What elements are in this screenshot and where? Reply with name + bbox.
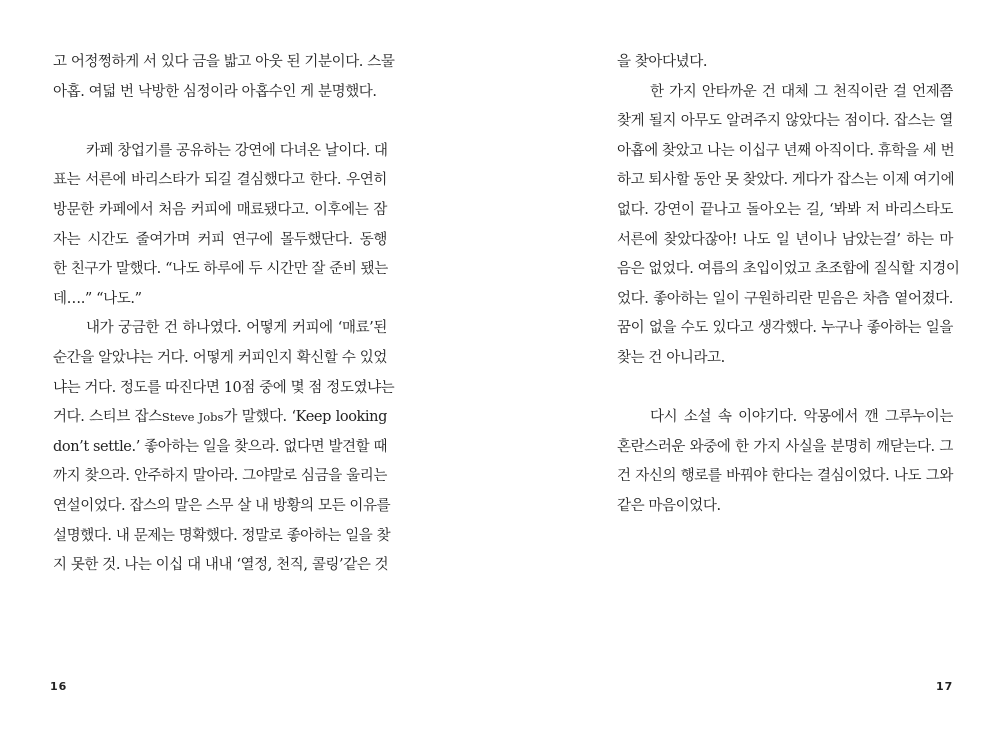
paragraph-gap (617, 374, 953, 404)
body-line: 한 친구가 말했다. “나도 하루에 두 시간만 잘 준비 됐는 (53, 261, 388, 278)
body-line: 냐는 거다. 정도를 따진다면 10점 중에 몇 점 정도였냐는 (53, 379, 395, 396)
body-line: 찾는 건 아니라고. (617, 349, 725, 366)
body-line: don’t settle.’ 좋아하는 일을 찾으라. 없다면 발견할 때 (53, 438, 388, 455)
right-page-body (617, 48, 960, 522)
body-line: 하고 퇴사할 동안 못 찾았다. 게다가 잡스는 이제 여기에 (617, 172, 955, 189)
body-line: 고 어정쩡하게 서 있다 금을 밟고 아웃 된 기분이다. 스물 (53, 54, 395, 70)
left-page-body (53, 48, 395, 581)
right-page (500, 0, 1000, 750)
name-annotation: Steve Jobs (161, 410, 224, 425)
body-line: 없다. 강연이 끝나고 돌아오는 길, ‘봐봐 저 바리스타도 (617, 201, 953, 218)
body-line: 서른에 찾았다잖아! 나도 일 년이나 남았는걸’ 하는 마 (617, 231, 953, 248)
body-text: 가 말했다. ‘Keep looking (223, 409, 387, 426)
body-line: 꿈이 없을 수도 있다고 생각했다. 누구나 좋아하는 일을 (617, 320, 953, 337)
body-line: 카페 창업기를 공유하는 강연에 다녀온 날이다. 대 (86, 142, 388, 159)
body-line: 혼란스러운 와중에 한 가지 사실을 분명히 깨닫는다. 그 (617, 438, 953, 455)
body-line: 같은 마음이었다. (617, 497, 721, 514)
body-line: 지 못한 것. 나는 이십 대 내내 ‘열정, 천직, 콜링’같은 것 (53, 557, 389, 574)
body-line: 음은 없었다. 여름의 초입이었고 초조함에 질식할 지경이 (617, 261, 960, 278)
body-line: 연설이었다. 잡스의 말은 스무 살 내 방황의 모든 이유를 (53, 497, 391, 514)
body-line: 었다. 좋아하는 일이 구원하리란 믿음은 차츰 옅어졌다. (617, 290, 953, 307)
body-line: 설명했다. 내 문제는 명확했다. 정말로 좋아하는 일을 찾 (53, 527, 391, 544)
body-line: 을 찾아다녔다. (617, 54, 708, 70)
body-line: 아홉에 찾았고 나는 이십구 년째 아직이다. 휴학을 세 번 (617, 142, 955, 159)
paragraph-gap (53, 107, 387, 137)
body-line: 건 자신의 행로를 바꿔야 한다는 결심이었다. 나도 그와 (617, 468, 953, 485)
body-line: 방문한 카페에서 처음 커피에 매료됐다고. 이후에는 잠 (53, 201, 387, 218)
body-line: 다시 소설 속 이야기다. 악몽에서 깬 그루누이는 (650, 409, 953, 426)
body-line: 표는 서른에 바리스타가 되길 결심했다고 한다. 우연히 (53, 172, 387, 189)
body-line: 까지 찾으라. 안주하지 말아라. 그야말로 심금을 울리는 (53, 468, 387, 485)
body-line: 찾게 될지 아무도 알려주지 않았다는 점이다. 잡스는 열 (617, 113, 953, 130)
page-number: 17 (936, 680, 954, 693)
body-line: 순간을 알았냐는 거다. 어떻게 커피인지 확신할 수 있었 (53, 349, 387, 366)
body-line (53, 403, 387, 433)
body-line: 자는 시간도 줄여가며 커피 연구에 몰두했단다. 동행 (53, 231, 387, 248)
body-line: 내가 궁금한 건 하나였다. 어떻게 커피에 ‘매료’된 (86, 320, 387, 337)
body-line: 아홉. 여덟 번 낙방한 심정이라 아홉수인 게 분명했다. (53, 83, 377, 100)
page-number: 16 (50, 680, 68, 693)
body-line: 한 가지 안타까운 건 대체 그 천직이란 걸 언제쯤 (650, 83, 953, 100)
body-text: 거다. 스티브 잡스 (53, 409, 162, 426)
body-line: 데….” “나도.” (53, 290, 142, 307)
